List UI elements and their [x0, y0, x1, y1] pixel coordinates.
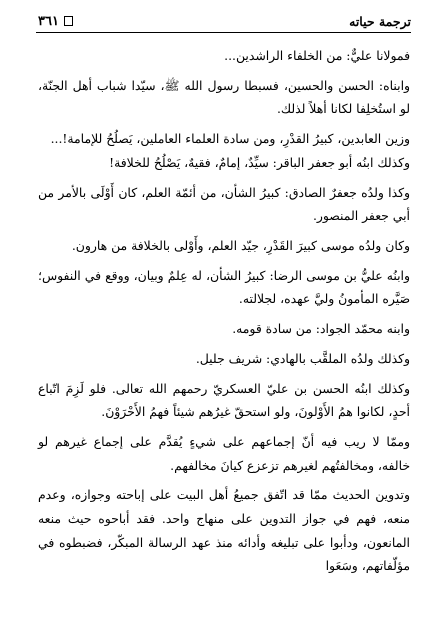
running-title: ترجمة حياته	[349, 13, 411, 29]
page-number-block	[38, 14, 73, 29]
paragraph: وكذلك ابنُه الحسن بن عليّ العسكريّ رحمهم الله تعالى. فلو لَزِمَ اتّباع أحدٍ، لكانوا همُ الأَوْلونَ، ولو استحقّ غيرُهم شيئاً فهمُ الأَحْرَوْنَ.	[38, 380, 410, 420]
paragraph: وكذا ولدُه جعفرٌ الصادق: كبيرُ الشأن، من أئمّة العلم، كان أَوْلَى بالأمر من أبي جعفر المنصور.	[38, 184, 410, 224]
paragraph: وابناه: الحسن والحسين، فسبطا رسول الله ﷺ، سيّدا شباب أهل الجنّة، لو استُخلِفا لكانا أهلاً لذلك.	[38, 77, 410, 117]
paragraph: وكذلك ولدُه الملقَّب بالهادي: شريف جليل.	[195, 350, 410, 366]
paragraph: وابنُه عليُّ بن موسى الرضا: كبيرُ الشأن، له عِلمٌ وبيان، ووقع في النفوس؛ صَيَّره المأمونُ وليَّ عهده، لجلالته.	[38, 267, 410, 307]
paragraph: وممّا لا ريب فيه أنّ إجماعهم على شيءٍ يُقدَّم على إجماع غيرهم لو خالفه، ومخالفتُهم لغيرهم تزعزع كيانَ مخالفهم.	[38, 434, 410, 473]
square-ornament-icon	[64, 16, 73, 26]
running-header	[38, 10, 411, 32]
paragraph: وتدوين الحديث ممّا قد اتّفق جميعُ أهل البيت على إباحته وجوازه، وعدم منعه، فهم في جواز التدوين على منهاج واحد. فقد أباحوه حيث منعه المانعون، ودأبوا على تبليغه وأدائه منذ عهد الرسالة المبكّر، فضبطوه في مؤلّفاتهم، وسَعَوا	[38, 487, 410, 574]
paragraph: وكان ولدُه موسى كبيرَ القَدْرِ، جيّد العلم، وأَوْلى بالخلافة من هارون.	[71, 237, 410, 253]
paragraph: وكذلك ابنُه أبو جعفر الباقر: سيِّدٌ، إمامٌ، فقيهٌ، يَصْلُحُ للخلافة!	[109, 154, 410, 170]
page-body	[38, 44, 410, 578]
paragraph: وابنه محمّد الجواد: من سادة قومه.	[232, 321, 410, 337]
paragraph: وزين العابدين، كبيرُ القدْرِ، ومن سادة العلماء العاملين، يَصلُحُ للإمامة!...	[50, 131, 410, 147]
paragraph: فمولانا عليٌّ: من الخلفاء الراشدين...	[224, 48, 410, 63]
header-rule	[36, 32, 411, 33]
page-number: ٣٦١	[38, 13, 59, 29]
